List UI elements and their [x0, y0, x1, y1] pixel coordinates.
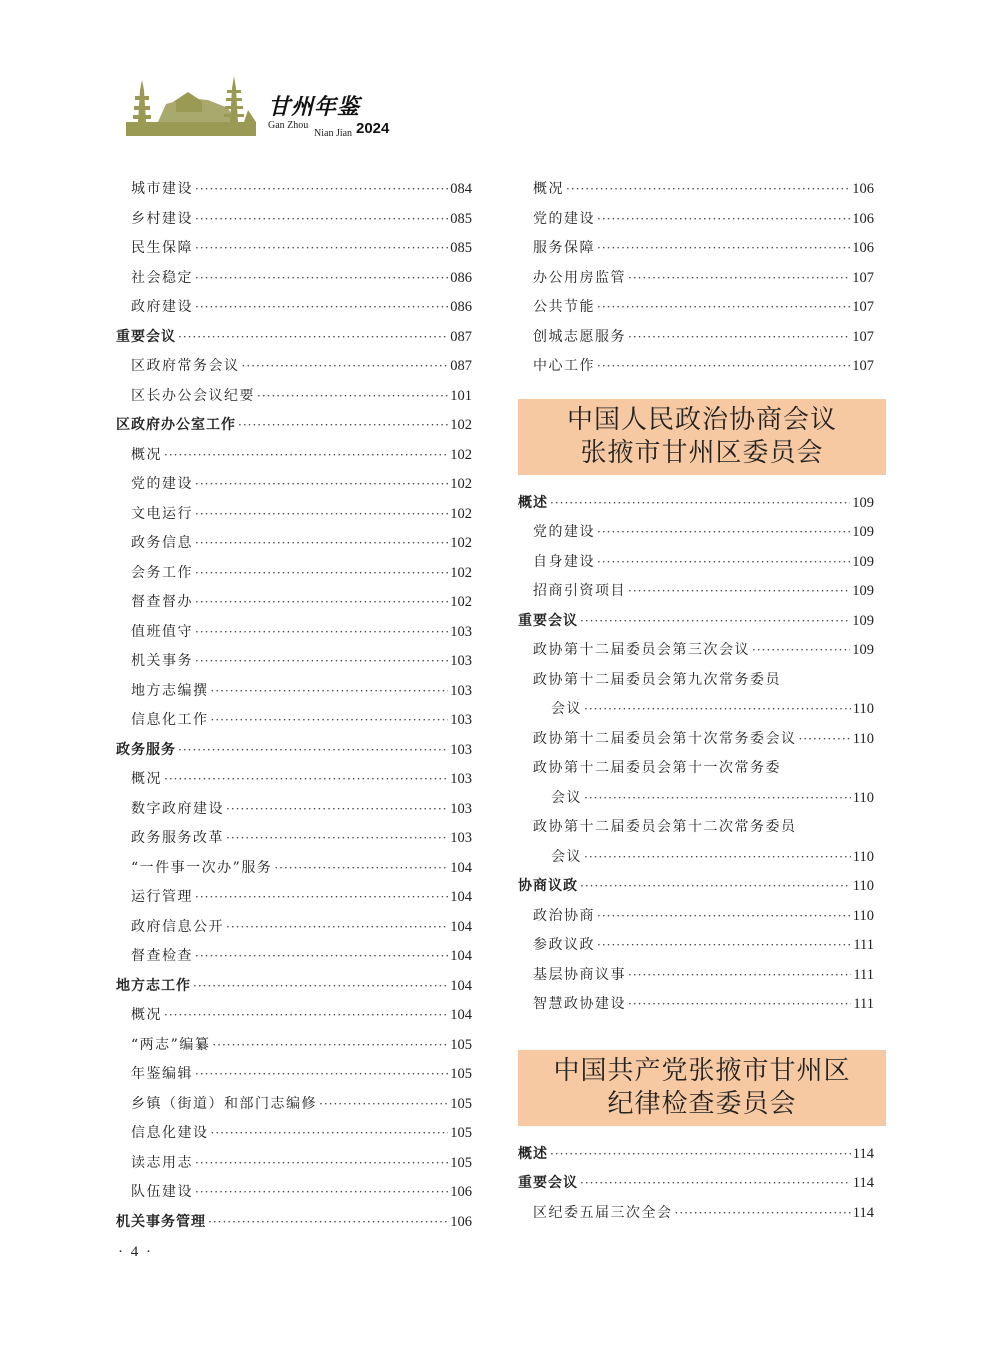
toc-entry-page: 111: [853, 937, 874, 953]
toc-entry-page: 114: [852, 1175, 874, 1191]
toc-entry[interactable]: [518, 293, 874, 323]
toc-entry[interactable]: [116, 618, 472, 648]
dot-leader: [580, 607, 850, 637]
toc-entry-title: 督查检查: [131, 948, 193, 964]
toc-entry-page: 087: [450, 358, 472, 374]
page-header: [118, 70, 418, 142]
toc-entry-page: 111: [853, 996, 874, 1012]
dot-leader: [164, 441, 448, 471]
toc-entry-title: 政协第十二届委员会第十次常务委会议: [533, 730, 797, 747]
toc-entry-title: 文电运行: [131, 505, 193, 522]
dot-leader: [193, 972, 448, 1002]
toc-entry[interactable]: [518, 931, 874, 961]
toc-entry-title: 政协第十二届委员会第九次常务委员: [533, 671, 781, 688]
toc-left-column: [116, 175, 472, 1237]
dot-leader: [195, 1178, 448, 1208]
toc-entry-page: 105: [450, 1066, 472, 1082]
dot-leader: [195, 1149, 448, 1179]
toc-entry[interactable]: [518, 813, 874, 843]
dot-leader: [752, 636, 850, 666]
toc-entry-title: 政协第十二届委员会第十二次常务委员: [533, 819, 797, 835]
toc-entry[interactable]: [116, 264, 472, 294]
toc-entry-title: 值班值守: [131, 623, 193, 640]
dot-leader: [597, 548, 850, 578]
page-number: · 4 ·: [118, 1244, 153, 1260]
toc-entry[interactable]: [116, 706, 472, 736]
banner-line: 中国人民政治协商会议: [566, 404, 837, 435]
toc-entry-page: 102: [450, 594, 472, 610]
toc-entry-title: 督查督办: [131, 594, 193, 610]
toc-entry-title: 办公用房监管: [533, 269, 626, 286]
dot-leader: [628, 577, 850, 607]
toc-entry-title: 自身建设: [533, 553, 595, 570]
dot-leader: [238, 411, 448, 441]
dot-leader: [211, 706, 449, 736]
toc-entry-title: 政务信息: [131, 535, 193, 551]
toc-entry[interactable]: [116, 913, 472, 943]
toc-entry-title: 信息化建设: [131, 1125, 209, 1141]
toc-entry-page: 106: [852, 210, 874, 227]
toc-entry[interactable]: [116, 1119, 472, 1149]
dot-leader: [195, 588, 448, 618]
dot-leader: [628, 961, 851, 991]
dot-leader: [226, 913, 448, 943]
toc-entry-title: 机关事务管理: [116, 1213, 206, 1230]
toc-entry-page: 110: [852, 789, 874, 806]
toc-entry[interactable]: [116, 470, 472, 500]
toc-entry-title: 智慧政协建设: [533, 996, 626, 1012]
toc-entry-title: 重要会议: [518, 1175, 578, 1191]
toc-entry[interactable]: [116, 441, 472, 471]
toc-entry-title: 公共节能: [533, 299, 595, 315]
toc-entry[interactable]: [518, 666, 874, 696]
toc-entry-page: 102: [450, 505, 472, 522]
toc-entry[interactable]: [518, 323, 874, 353]
toc-entry-page: 103: [450, 800, 472, 817]
toc-entry[interactable]: [116, 1178, 472, 1208]
dot-leader: [799, 725, 851, 755]
toc-group-office-affairs: [518, 175, 874, 382]
toc-entry[interactable]: [518, 577, 874, 607]
toc-section-entry[interactable]: [116, 411, 472, 441]
toc-entry[interactable]: [116, 500, 472, 530]
toc-entry-title: 创城志愿服务: [533, 328, 626, 345]
toc-entry[interactable]: [116, 1031, 472, 1061]
dot-leader: [226, 795, 448, 825]
toc-section-entry[interactable]: [116, 323, 472, 353]
toc-entry[interactable]: [116, 795, 472, 825]
toc-entry[interactable]: [518, 352, 874, 382]
toc-entry[interactable]: [518, 990, 874, 1020]
brand-year: 2024: [356, 120, 390, 137]
toc-entry-page: 085: [450, 240, 472, 256]
toc-entry-title: 区纪委五届三次全会: [533, 1204, 673, 1221]
toc-entry[interactable]: [116, 647, 472, 677]
toc-entry-title: 协商议政: [518, 878, 578, 894]
dot-leader: [195, 234, 448, 264]
dot-leader: [195, 500, 448, 530]
toc-entry-title: 地方志编撰: [131, 682, 209, 699]
pagoda-landscape-logo: [118, 70, 258, 140]
toc-entry-title: 党的建设: [131, 476, 193, 492]
banner-line: 张掖市甘州区委员会: [580, 437, 824, 468]
toc-entry[interactable]: [116, 1090, 472, 1120]
toc-entry-title: 参政议政: [533, 937, 595, 953]
dot-leader: [628, 990, 851, 1020]
dot-leader: [195, 618, 448, 648]
dot-leader: [675, 1199, 851, 1229]
toc-entry-title: 概述: [518, 494, 548, 511]
toc-section-entry[interactable]: [518, 607, 874, 637]
toc-entry[interactable]: [116, 677, 472, 707]
toc-entry[interactable]: [518, 205, 874, 235]
toc-entry[interactable]: [116, 382, 472, 412]
toc-entry-title: 政治协商: [533, 907, 595, 924]
toc-entry-page: 102: [450, 476, 472, 492]
toc-entry-page: 103: [450, 830, 472, 846]
toc-entry-title: 中心工作: [533, 358, 595, 374]
toc-entry-page: 109: [852, 612, 874, 629]
toc-entry-title: 会议: [551, 789, 582, 806]
dot-leader: [242, 352, 449, 382]
toc-entry[interactable]: [116, 765, 472, 795]
toc-entry-title: 城市建设: [131, 181, 193, 197]
toc-entry-page: 110: [852, 730, 874, 747]
toc-entry-page: 102: [450, 417, 472, 433]
dot-leader: [597, 234, 850, 264]
toc-entry-page: 103: [450, 682, 472, 699]
toc-entry-title: 会务工作: [131, 564, 193, 581]
toc-entry-page: 104: [450, 918, 472, 935]
toc-entry-page: 106: [852, 240, 874, 256]
toc-entry-page: 107: [852, 358, 874, 374]
toc-entry[interactable]: [116, 883, 472, 913]
toc-entry-page: 101: [450, 387, 472, 404]
toc-entry-page: 103: [450, 741, 472, 758]
toc-entry-title: 重要会议: [518, 612, 578, 629]
toc-section-entry[interactable]: [116, 972, 472, 1002]
toc-entry-page: 107: [852, 328, 874, 345]
toc-entry-page: 104: [450, 1007, 472, 1023]
toc-entry[interactable]: [116, 234, 472, 264]
toc-entry-page: 105: [450, 1125, 472, 1141]
toc-entry-page: 109: [852, 642, 874, 658]
dot-leader: [257, 382, 448, 412]
dot-leader: [164, 765, 448, 795]
toc-entry-title: “一件事一次办”服务: [131, 859, 273, 876]
dot-leader: [628, 323, 850, 353]
toc-entry-page: 106: [450, 1213, 472, 1230]
toc-section-entry[interactable]: [518, 872, 874, 902]
toc-entry-title: 读志用志: [131, 1154, 193, 1171]
toc-entry[interactable]: [518, 1199, 874, 1229]
dot-leader: [597, 205, 850, 235]
toc-entry-page: 103: [450, 771, 472, 787]
toc-entry[interactable]: [518, 548, 874, 578]
dot-leader: [584, 784, 851, 814]
dot-leader: [195, 205, 448, 235]
section-banner-discipline: [518, 1050, 886, 1126]
toc-entry[interactable]: [116, 1060, 472, 1090]
toc-entry-page: 086: [450, 269, 472, 286]
banner-line: 中国共产党张掖市甘州区: [553, 1055, 851, 1086]
toc-entry[interactable]: [518, 902, 874, 932]
dot-leader: [628, 264, 850, 294]
toc-entry-page: 106: [450, 1184, 472, 1200]
toc-entry-page: 110: [852, 878, 874, 894]
toc-entry-page: 109: [852, 583, 874, 599]
toc-entry-title: 政务服务: [116, 741, 176, 758]
toc-entry[interactable]: [116, 205, 472, 235]
toc-entry-page: 109: [852, 553, 874, 570]
toc-entry-page: 105: [450, 1036, 472, 1053]
toc-entry-title: 党的建设: [533, 210, 595, 227]
toc-entry[interactable]: [518, 175, 874, 205]
toc-entry[interactable]: [116, 588, 472, 618]
toc-entry[interactable]: [518, 754, 874, 784]
toc-entry-title: 重要会议: [116, 328, 176, 345]
toc-entry-page: 085: [450, 210, 472, 227]
toc-entry-page: 103: [450, 623, 472, 640]
toc-entry-page: 103: [450, 712, 472, 728]
dot-leader: [274, 854, 448, 884]
toc-entry[interactable]: [116, 293, 472, 323]
toc-entry[interactable]: [116, 559, 472, 589]
toc-entry-title: 队伍建设: [131, 1184, 193, 1200]
brand-title: 甘州年鉴: [268, 94, 361, 120]
dot-leader: [584, 695, 851, 725]
toc-entry-page: 107: [852, 299, 874, 315]
toc-entry-title: “两志”编纂: [131, 1036, 211, 1053]
toc-section-entry[interactable]: [116, 1208, 472, 1238]
toc-entry[interactable]: [518, 961, 874, 991]
toc-entry-page: 102: [450, 446, 472, 463]
dot-leader: [597, 931, 851, 961]
toc-entry-page: 106: [852, 181, 874, 197]
toc-entry-title: 概况: [131, 446, 162, 463]
toc-section-entry[interactable]: [518, 489, 874, 519]
toc-entry-title: 机关事务: [131, 653, 193, 669]
dot-leader: [195, 1060, 448, 1090]
toc-entry-page: 110: [852, 907, 874, 924]
toc-entry[interactable]: [116, 1149, 472, 1179]
toc-entry[interactable]: [518, 636, 874, 666]
toc-entry[interactable]: [116, 175, 472, 205]
toc-entry[interactable]: [518, 784, 874, 814]
toc-entry[interactable]: [518, 725, 874, 755]
toc-entry-page: 114: [852, 1204, 874, 1221]
toc-entry-title: 信息化工作: [131, 712, 209, 728]
dot-leader: [164, 1001, 448, 1031]
toc-section-entry[interactable]: [518, 1169, 874, 1199]
toc-entry-title: 数字政府建设: [131, 800, 224, 817]
toc-entry-page: 086: [450, 299, 472, 315]
dot-leader: [208, 1208, 448, 1238]
toc-entry-title: 会议: [551, 701, 582, 717]
toc-entry-title: 运行管理: [131, 889, 193, 905]
toc-entry-page: 105: [450, 1154, 472, 1171]
toc-entry[interactable]: [116, 529, 472, 559]
brand-pinyin-1: Gan Zhou: [268, 120, 309, 131]
dot-leader: [195, 175, 448, 205]
toc-entry-page: 109: [852, 524, 874, 540]
toc-entry-page: 104: [450, 889, 472, 905]
toc-entry-page: 109: [852, 494, 874, 511]
dot-leader: [319, 1090, 448, 1120]
toc-entry-title: 概况: [533, 181, 564, 197]
toc-entry[interactable]: [116, 352, 472, 382]
toc-entry-title: 概述: [518, 1145, 548, 1162]
dot-leader: [211, 1119, 449, 1149]
toc-entry-page: 087: [450, 328, 472, 345]
toc-entry[interactable]: [116, 1001, 472, 1031]
dot-leader: [566, 175, 850, 205]
dot-leader: [178, 323, 448, 353]
dot-leader: [195, 470, 448, 500]
toc-entry-title: 基层协商议事: [533, 966, 626, 983]
dot-leader: [550, 489, 850, 519]
toc-right-column: [518, 175, 874, 1228]
toc-entry-title: 政协第十二届委员会第十一次常务委: [533, 760, 781, 776]
toc-entry-title: 政协第十二届委员会第三次会议: [533, 642, 750, 658]
dot-leader: [597, 902, 851, 932]
toc-entry-page: 105: [450, 1095, 472, 1112]
toc-entry[interactable]: [518, 695, 874, 725]
toc-entry[interactable]: [518, 264, 874, 294]
toc-entry-title: 招商引资项目: [533, 583, 626, 599]
banner-line: 纪律检查委员会: [607, 1088, 797, 1119]
toc-entry-title: 社会稳定: [131, 269, 193, 286]
toc-entry-title: 年鉴编辑: [131, 1066, 193, 1082]
dot-leader: [195, 559, 448, 589]
toc-entry-page: 114: [852, 1145, 874, 1162]
toc-entry-page: 104: [450, 859, 472, 876]
toc-entry-page: 110: [852, 701, 874, 717]
dot-leader: [195, 293, 448, 323]
toc-entry[interactable]: [518, 843, 874, 873]
toc-entry-page: 111: [853, 966, 874, 983]
dot-leader: [212, 1031, 448, 1061]
dot-leader: [597, 293, 850, 323]
toc-entry[interactable]: [116, 942, 472, 972]
dot-leader: [195, 942, 448, 972]
toc-entry-page: 110: [852, 848, 874, 865]
dot-leader: [550, 1140, 851, 1170]
toc-group-cppcc: [518, 489, 874, 1020]
dot-leader: [580, 872, 851, 902]
dot-leader: [195, 529, 448, 559]
dot-leader: [178, 736, 448, 766]
toc-entry-page: 104: [450, 948, 472, 964]
toc-entry-title: 地方志工作: [116, 977, 191, 994]
toc-entry-page: 102: [450, 535, 472, 551]
toc-entry-title: 乡村建设: [131, 210, 193, 227]
toc-entry-title: 政府信息公开: [131, 918, 224, 935]
toc-entry-title: 区政府常务会议: [131, 358, 240, 374]
toc-entry-title: 区长办公会议纪要: [131, 387, 255, 404]
toc-entry-title: 服务保障: [533, 240, 595, 256]
dot-leader: [195, 883, 448, 913]
section-banner-cppcc: [518, 399, 886, 475]
toc-group-discipline: [518, 1140, 874, 1229]
toc-entry-title: 党的建设: [533, 524, 595, 540]
toc-entry-title: 概况: [131, 771, 162, 787]
toc-entry[interactable]: [116, 824, 472, 854]
toc-entry-title: 民生保障: [131, 240, 193, 256]
toc-entry[interactable]: [116, 854, 472, 884]
toc-entry-title: 会议: [551, 848, 582, 865]
toc-entry-page: 107: [852, 269, 874, 286]
toc-entry[interactable]: [518, 518, 874, 548]
dot-leader: [195, 647, 448, 677]
dot-leader: [580, 1169, 851, 1199]
toc-entry-page: 103: [450, 653, 472, 669]
toc-entry-page: 102: [450, 564, 472, 581]
dot-leader: [211, 677, 449, 707]
toc-entry-title: 概况: [131, 1007, 162, 1023]
toc-section-entry[interactable]: [518, 1140, 874, 1170]
toc-entry-title: 政务服务改革: [131, 830, 224, 846]
toc-entry-title: 政府建设: [131, 299, 193, 315]
brand-pinyin-2: Nian Jian: [314, 128, 353, 139]
dot-leader: [584, 843, 851, 873]
dot-leader: [597, 352, 850, 382]
dot-leader: [226, 824, 448, 854]
toc-section-entry[interactable]: [116, 736, 472, 766]
toc-entry-page: 104: [450, 977, 472, 994]
toc-entry-title: 乡镇（街道）和部门志编修: [131, 1095, 317, 1112]
toc-entry-page: 084: [450, 181, 472, 197]
dot-leader: [597, 518, 850, 548]
toc-entry-title: 区政府办公室工作: [116, 417, 236, 433]
dot-leader: [195, 264, 448, 294]
toc-entry[interactable]: [518, 234, 874, 264]
